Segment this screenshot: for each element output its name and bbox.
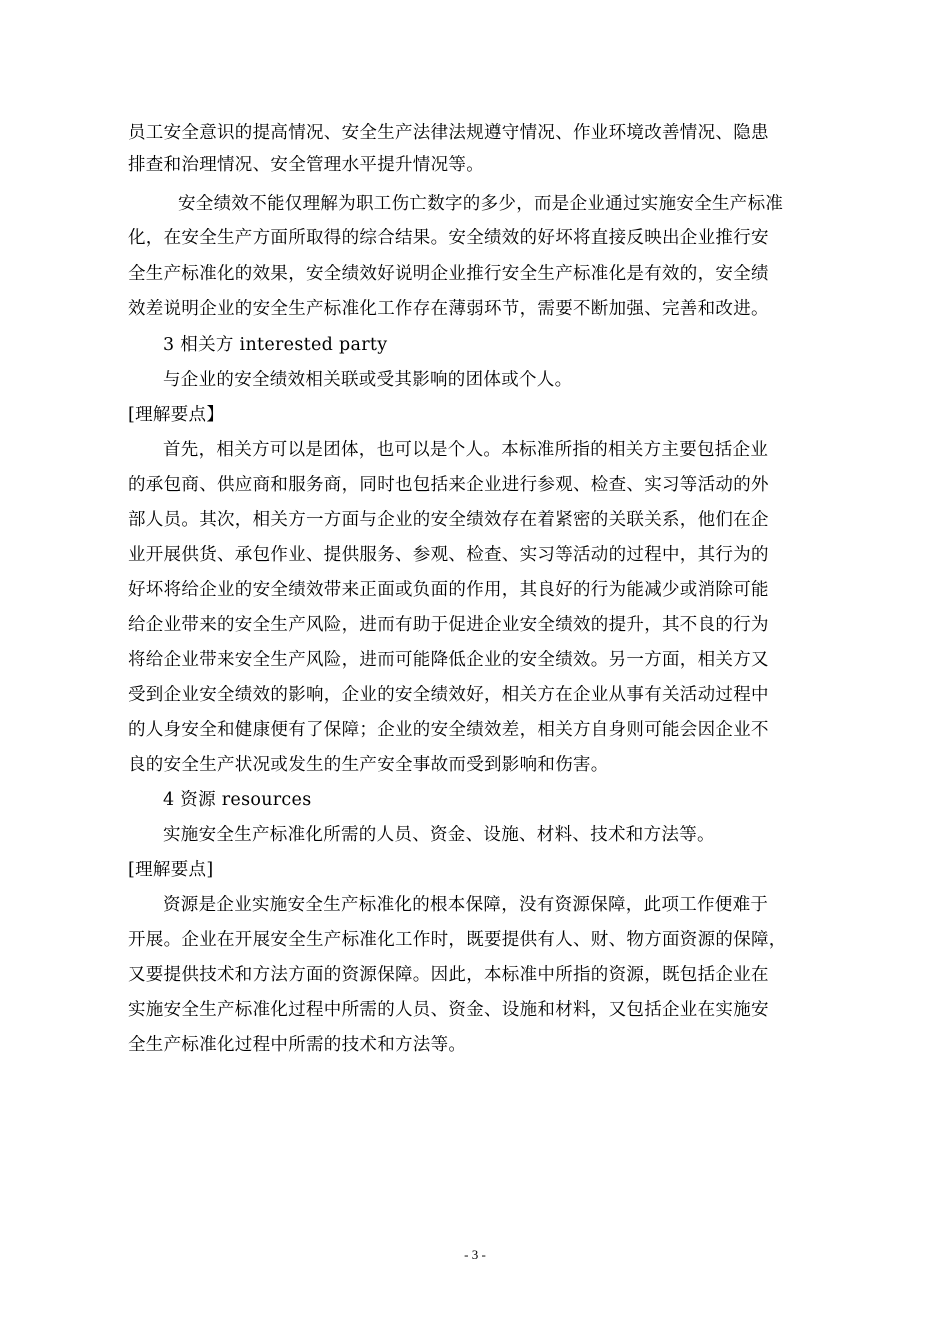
text-line: 资源是企业实施安全生产标准化的根本保障，没有资源保障，此项工作便难于 xyxy=(163,895,769,915)
key-points-heading: [理解要点】 xyxy=(128,405,225,425)
text-line: 的承包商、供应商和服务商，同时也包括来企业进行参观、检查、实习等活动的外 xyxy=(128,475,769,495)
section-heading: 3 相关方 interested party xyxy=(163,335,388,355)
text-line: 部人员。其次，相关方一方面与企业的安全绩效存在着紧密的关联关系，他们在企 xyxy=(128,510,769,530)
definition-text: 与企业的安全绩效相关联或受其影响的团体或个人。 xyxy=(163,370,573,390)
text-line: 全生产标准化过程中所需的技术和方法等。 xyxy=(128,1035,467,1055)
definition-text: 实施安全生产标准化所需的人员、资金、设施、材料、技术和方法等。 xyxy=(163,825,715,845)
section-heading: 4 资源 resources xyxy=(163,790,312,810)
text-line: 业开展供货、承包作业、提供服务、参观、检查、实习等活动的过程中，其行为的 xyxy=(128,545,769,565)
text-line: 排查和治理情况、安全管理水平提升情况等。 xyxy=(128,155,484,175)
text-line: 好坏将给企业的安全绩效带来正面或负面的作用，其良好的行为能减少或消除可能 xyxy=(128,580,769,600)
text-line: 全生产标准化的效果，安全绩效好说明企业推行安全生产标准化是有效的，安全绩 xyxy=(128,264,769,284)
text-line: 将给企业带来安全生产风险，进而可能降低企业的安全绩效。另一方面，相关方又 xyxy=(128,650,769,670)
text-line: 化，在安全生产方面所取得的综合结果。安全绩效的好坏将直接反映出企业推行安 xyxy=(128,228,769,248)
text-line: 良的安全生产状况或发生的生产安全事故而受到影响和伤害。 xyxy=(128,755,609,775)
text-line: 的人身安全和健康便有了保障；企业的安全绩效差，相关方自身则可能会因企业不 xyxy=(128,720,769,740)
text-line: 开展。企业在开展安全生产标准化工作时，既要提供有人、财、物方面资源的保障， xyxy=(128,930,787,950)
page-number: - 3 - xyxy=(464,1247,486,1262)
text-line: 安全绩效不能仅理解为职工伤亡数字的多少，而是企业通过实施安全生产标准 xyxy=(178,194,784,214)
text-line: 实施安全生产标准化过程中所需的人员、资金、设施和材料，又包括企业在实施安 xyxy=(128,1000,769,1020)
text-line: 受到企业安全绩效的影响，企业的安全绩效好，相关方在企业从事有关活动过程中 xyxy=(128,685,769,705)
text-line: 效差说明企业的安全生产标准化工作存在薄弱环节，需要不断加强、完善和改进。 xyxy=(128,299,769,319)
key-points-heading: [理解要点] xyxy=(128,860,214,880)
text-line: 首先，相关方可以是团体，也可以是个人。本标准所指的相关方主要包括企业 xyxy=(163,440,769,460)
text-line: 又要提供技术和方法方面的资源保障。因此，本标准中所指的资源，既包括企业在 xyxy=(128,965,769,985)
text-line: 员工安全意识的提高情况、安全生产法律法规遵守情况、作业环境改善情况、隐患 xyxy=(128,123,769,143)
text-line: 给企业带来的安全生产风险，进而有助于促进企业安全绩效的提升，其不良的行为 xyxy=(128,615,769,635)
